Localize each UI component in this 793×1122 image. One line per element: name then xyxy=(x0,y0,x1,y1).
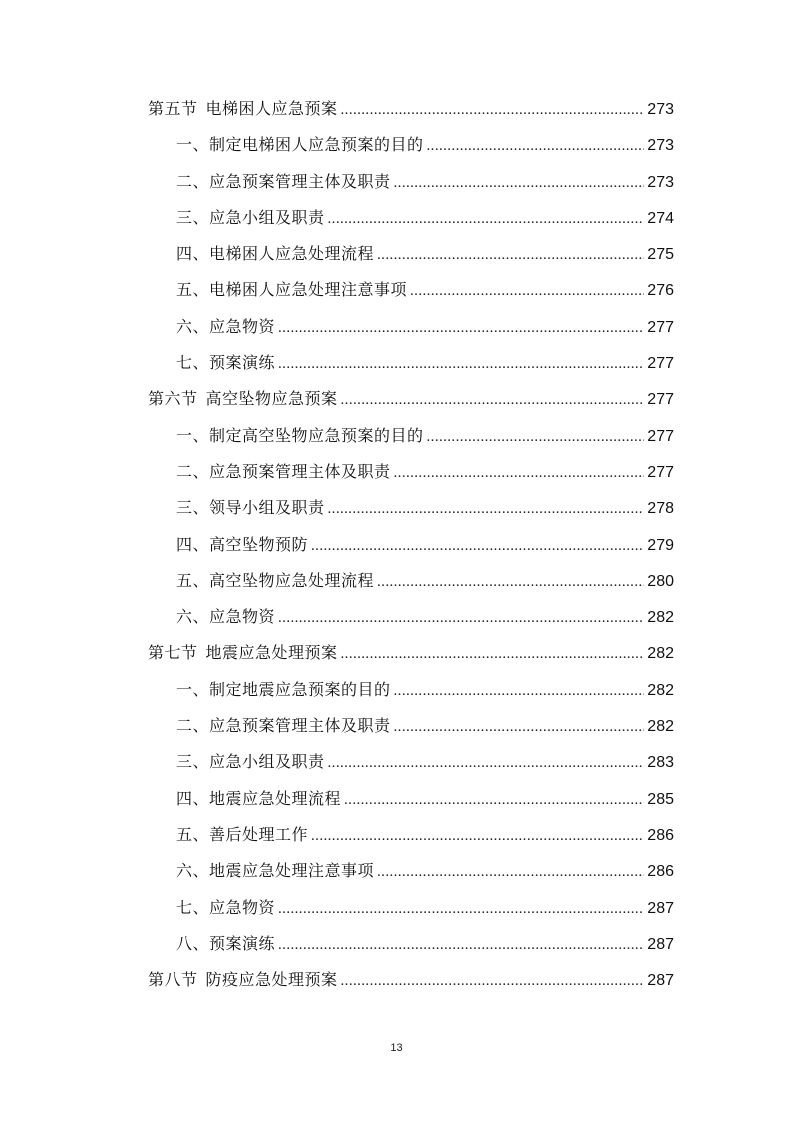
toc-entry-label: 七、应急物资 xyxy=(176,897,276,917)
toc-entry-title xyxy=(176,853,374,889)
toc-entry-label: 六、地震应急处理注意事项 xyxy=(176,861,375,881)
toc-entry-title xyxy=(148,635,338,671)
toc-section-entry[interactable] xyxy=(148,91,674,127)
toc-subsection-entry[interactable] xyxy=(148,672,674,708)
toc-page-number: 273 xyxy=(647,173,674,191)
toc-entry-title xyxy=(176,272,407,308)
dot-leader xyxy=(278,600,644,636)
toc-entry-title xyxy=(176,309,275,345)
dot-leader xyxy=(328,201,645,237)
toc-subsection-entry[interactable] xyxy=(148,272,674,308)
toc-page-number: 287 xyxy=(647,972,674,990)
toc-page-number: 274 xyxy=(647,209,674,227)
dot-leader xyxy=(278,927,644,963)
dot-leader xyxy=(278,346,644,382)
toc-entry-label: 五、高空坠物应急处理流程 xyxy=(176,570,375,590)
dot-leader xyxy=(377,237,644,273)
toc-entry-label: 五、善后处理工作 xyxy=(176,824,309,844)
dot-leader xyxy=(278,310,644,346)
dot-leader xyxy=(278,891,644,927)
toc-page-number: 282 xyxy=(647,609,674,627)
toc-page-number: 277 xyxy=(647,463,674,481)
toc-subsection-entry[interactable] xyxy=(148,200,674,236)
toc-subsection-entry[interactable] xyxy=(148,853,674,889)
toc-page-number: 285 xyxy=(647,790,674,808)
toc-entry-label: 二、应急预案管理主体及职责 xyxy=(176,171,391,191)
toc-page-number: 276 xyxy=(647,282,674,300)
dot-leader xyxy=(341,636,645,672)
toc-entry-title xyxy=(176,345,275,381)
toc-entry-title xyxy=(176,817,308,853)
dot-leader xyxy=(328,745,645,781)
toc-section-entry[interactable] xyxy=(148,635,674,671)
toc-entry-label: 地震应急处理预案 xyxy=(205,643,338,663)
toc-entry-title xyxy=(176,672,391,708)
toc-entry-title xyxy=(176,127,424,163)
toc-page-number: 279 xyxy=(647,536,674,554)
toc-entry-title xyxy=(176,599,275,635)
toc-subsection-entry[interactable] xyxy=(148,781,674,817)
toc-subsection-entry[interactable] xyxy=(148,490,674,526)
dot-leader xyxy=(394,709,645,745)
toc-section-entry[interactable] xyxy=(148,381,674,417)
toc-page-number: 278 xyxy=(647,500,674,518)
toc-entry-label: 一、制定高空坠物应急预案的目的 xyxy=(176,425,424,445)
toc-section-number: 第八节 xyxy=(148,970,198,990)
toc-entry-title xyxy=(176,781,341,817)
toc-section-entry[interactable] xyxy=(148,962,674,998)
toc-entry-title xyxy=(176,490,325,526)
toc-page-number: 277 xyxy=(647,427,674,445)
toc-entry-label: 二、应急预案管理主体及职责 xyxy=(176,461,391,481)
toc-subsection-entry[interactable] xyxy=(148,345,674,381)
toc-page-number: 273 xyxy=(647,137,674,155)
toc-entry-label: 四、地震应急处理流程 xyxy=(176,788,342,808)
toc-subsection-entry[interactable] xyxy=(148,599,674,635)
toc-subsection-entry[interactable] xyxy=(148,236,674,272)
dot-leader xyxy=(311,528,644,564)
dot-leader xyxy=(341,963,645,999)
toc-page-number: 286 xyxy=(647,826,674,844)
table-of-contents xyxy=(148,91,674,998)
dot-leader xyxy=(377,564,644,600)
toc-entry-label: 一、制定电梯困人应急预案的目的 xyxy=(176,135,424,155)
toc-subsection-entry[interactable] xyxy=(148,527,674,563)
toc-page-number: 283 xyxy=(647,754,674,772)
toc-entry-title xyxy=(176,527,308,563)
toc-entry-title xyxy=(148,962,338,998)
toc-subsection-entry[interactable] xyxy=(148,418,674,454)
toc-entry-title xyxy=(176,164,391,200)
toc-page-number: 280 xyxy=(647,572,674,590)
toc-page-number: 282 xyxy=(647,718,674,736)
toc-subsection-entry[interactable] xyxy=(148,926,674,962)
toc-entry-label: 高空坠物应急预案 xyxy=(205,389,338,409)
page-number: 13 xyxy=(390,1042,403,1054)
dot-leader xyxy=(344,782,644,818)
toc-entry-title xyxy=(176,454,391,490)
toc-subsection-entry[interactable] xyxy=(148,127,674,163)
dot-leader xyxy=(394,673,645,709)
toc-entry-label: 三、应急小组及职责 xyxy=(176,752,325,772)
toc-entry-title xyxy=(148,91,338,127)
toc-entry-label: 三、应急小组及职责 xyxy=(176,207,325,227)
dot-leader xyxy=(427,128,645,164)
dot-leader xyxy=(394,165,645,201)
toc-entry-label: 四、电梯困人应急处理流程 xyxy=(176,244,375,264)
toc-page-number: 273 xyxy=(647,101,674,118)
toc-entry-label: 一、制定地震应急预案的目的 xyxy=(176,679,391,699)
toc-subsection-entry[interactable] xyxy=(148,708,674,744)
toc-entry-title xyxy=(176,744,325,780)
toc-entry-title xyxy=(176,418,424,454)
toc-subsection-entry[interactable] xyxy=(148,563,674,599)
toc-entry-label: 五、电梯困人应急处理注意事项 xyxy=(176,280,408,300)
dot-leader xyxy=(394,455,645,491)
toc-entry-label: 三、领导小组及职责 xyxy=(176,498,325,518)
toc-page-number: 277 xyxy=(647,391,674,409)
toc-entry-label: 电梯困人应急预案 xyxy=(205,99,338,118)
toc-subsection-entry[interactable] xyxy=(148,454,674,490)
dot-leader xyxy=(311,818,644,854)
toc-subsection-entry[interactable] xyxy=(148,890,674,926)
toc-entry-label: 七、预案演练 xyxy=(176,353,276,373)
toc-section-number: 第六节 xyxy=(148,389,198,409)
dot-leader xyxy=(427,419,645,455)
toc-entry-title xyxy=(176,708,391,744)
toc-subsection-entry[interactable] xyxy=(148,164,674,200)
toc-entry-label: 防疫应急处理预案 xyxy=(205,970,338,990)
toc-page-number: 277 xyxy=(647,318,674,336)
toc-page-number: 287 xyxy=(647,899,674,917)
toc-entry-label: 六、应急物资 xyxy=(176,316,276,336)
toc-entry-label: 二、应急预案管理主体及职责 xyxy=(176,716,391,736)
dot-leader xyxy=(328,491,645,527)
toc-entry-title xyxy=(176,563,374,599)
toc-entry-title xyxy=(176,890,275,926)
toc-section-number: 第五节 xyxy=(148,99,198,118)
toc-entry-label: 四、高空坠物预防 xyxy=(176,534,309,554)
toc-page-number: 275 xyxy=(647,246,674,264)
dot-leader xyxy=(410,273,644,309)
toc-page-number: 282 xyxy=(647,681,674,699)
toc-subsection-entry[interactable] xyxy=(148,817,674,853)
toc-entry-label: 六、应急物资 xyxy=(176,607,276,627)
toc-subsection-entry[interactable] xyxy=(148,309,674,345)
toc-section-number: 第七节 xyxy=(148,643,198,663)
toc-entry-label: 八、预案演练 xyxy=(176,933,276,953)
toc-subsection-entry[interactable] xyxy=(148,744,674,780)
dot-leader xyxy=(341,92,645,128)
toc-page-number: 282 xyxy=(647,645,674,663)
toc-entry-title xyxy=(148,381,338,417)
toc-entry-title xyxy=(176,236,374,272)
dot-leader xyxy=(341,382,645,418)
toc-page-number: 287 xyxy=(647,935,674,953)
dot-leader xyxy=(377,854,644,890)
toc-entry-title xyxy=(176,200,325,236)
toc-page-number: 286 xyxy=(647,863,674,881)
toc-page-number: 277 xyxy=(647,355,674,373)
toc-entry-title xyxy=(176,926,275,962)
